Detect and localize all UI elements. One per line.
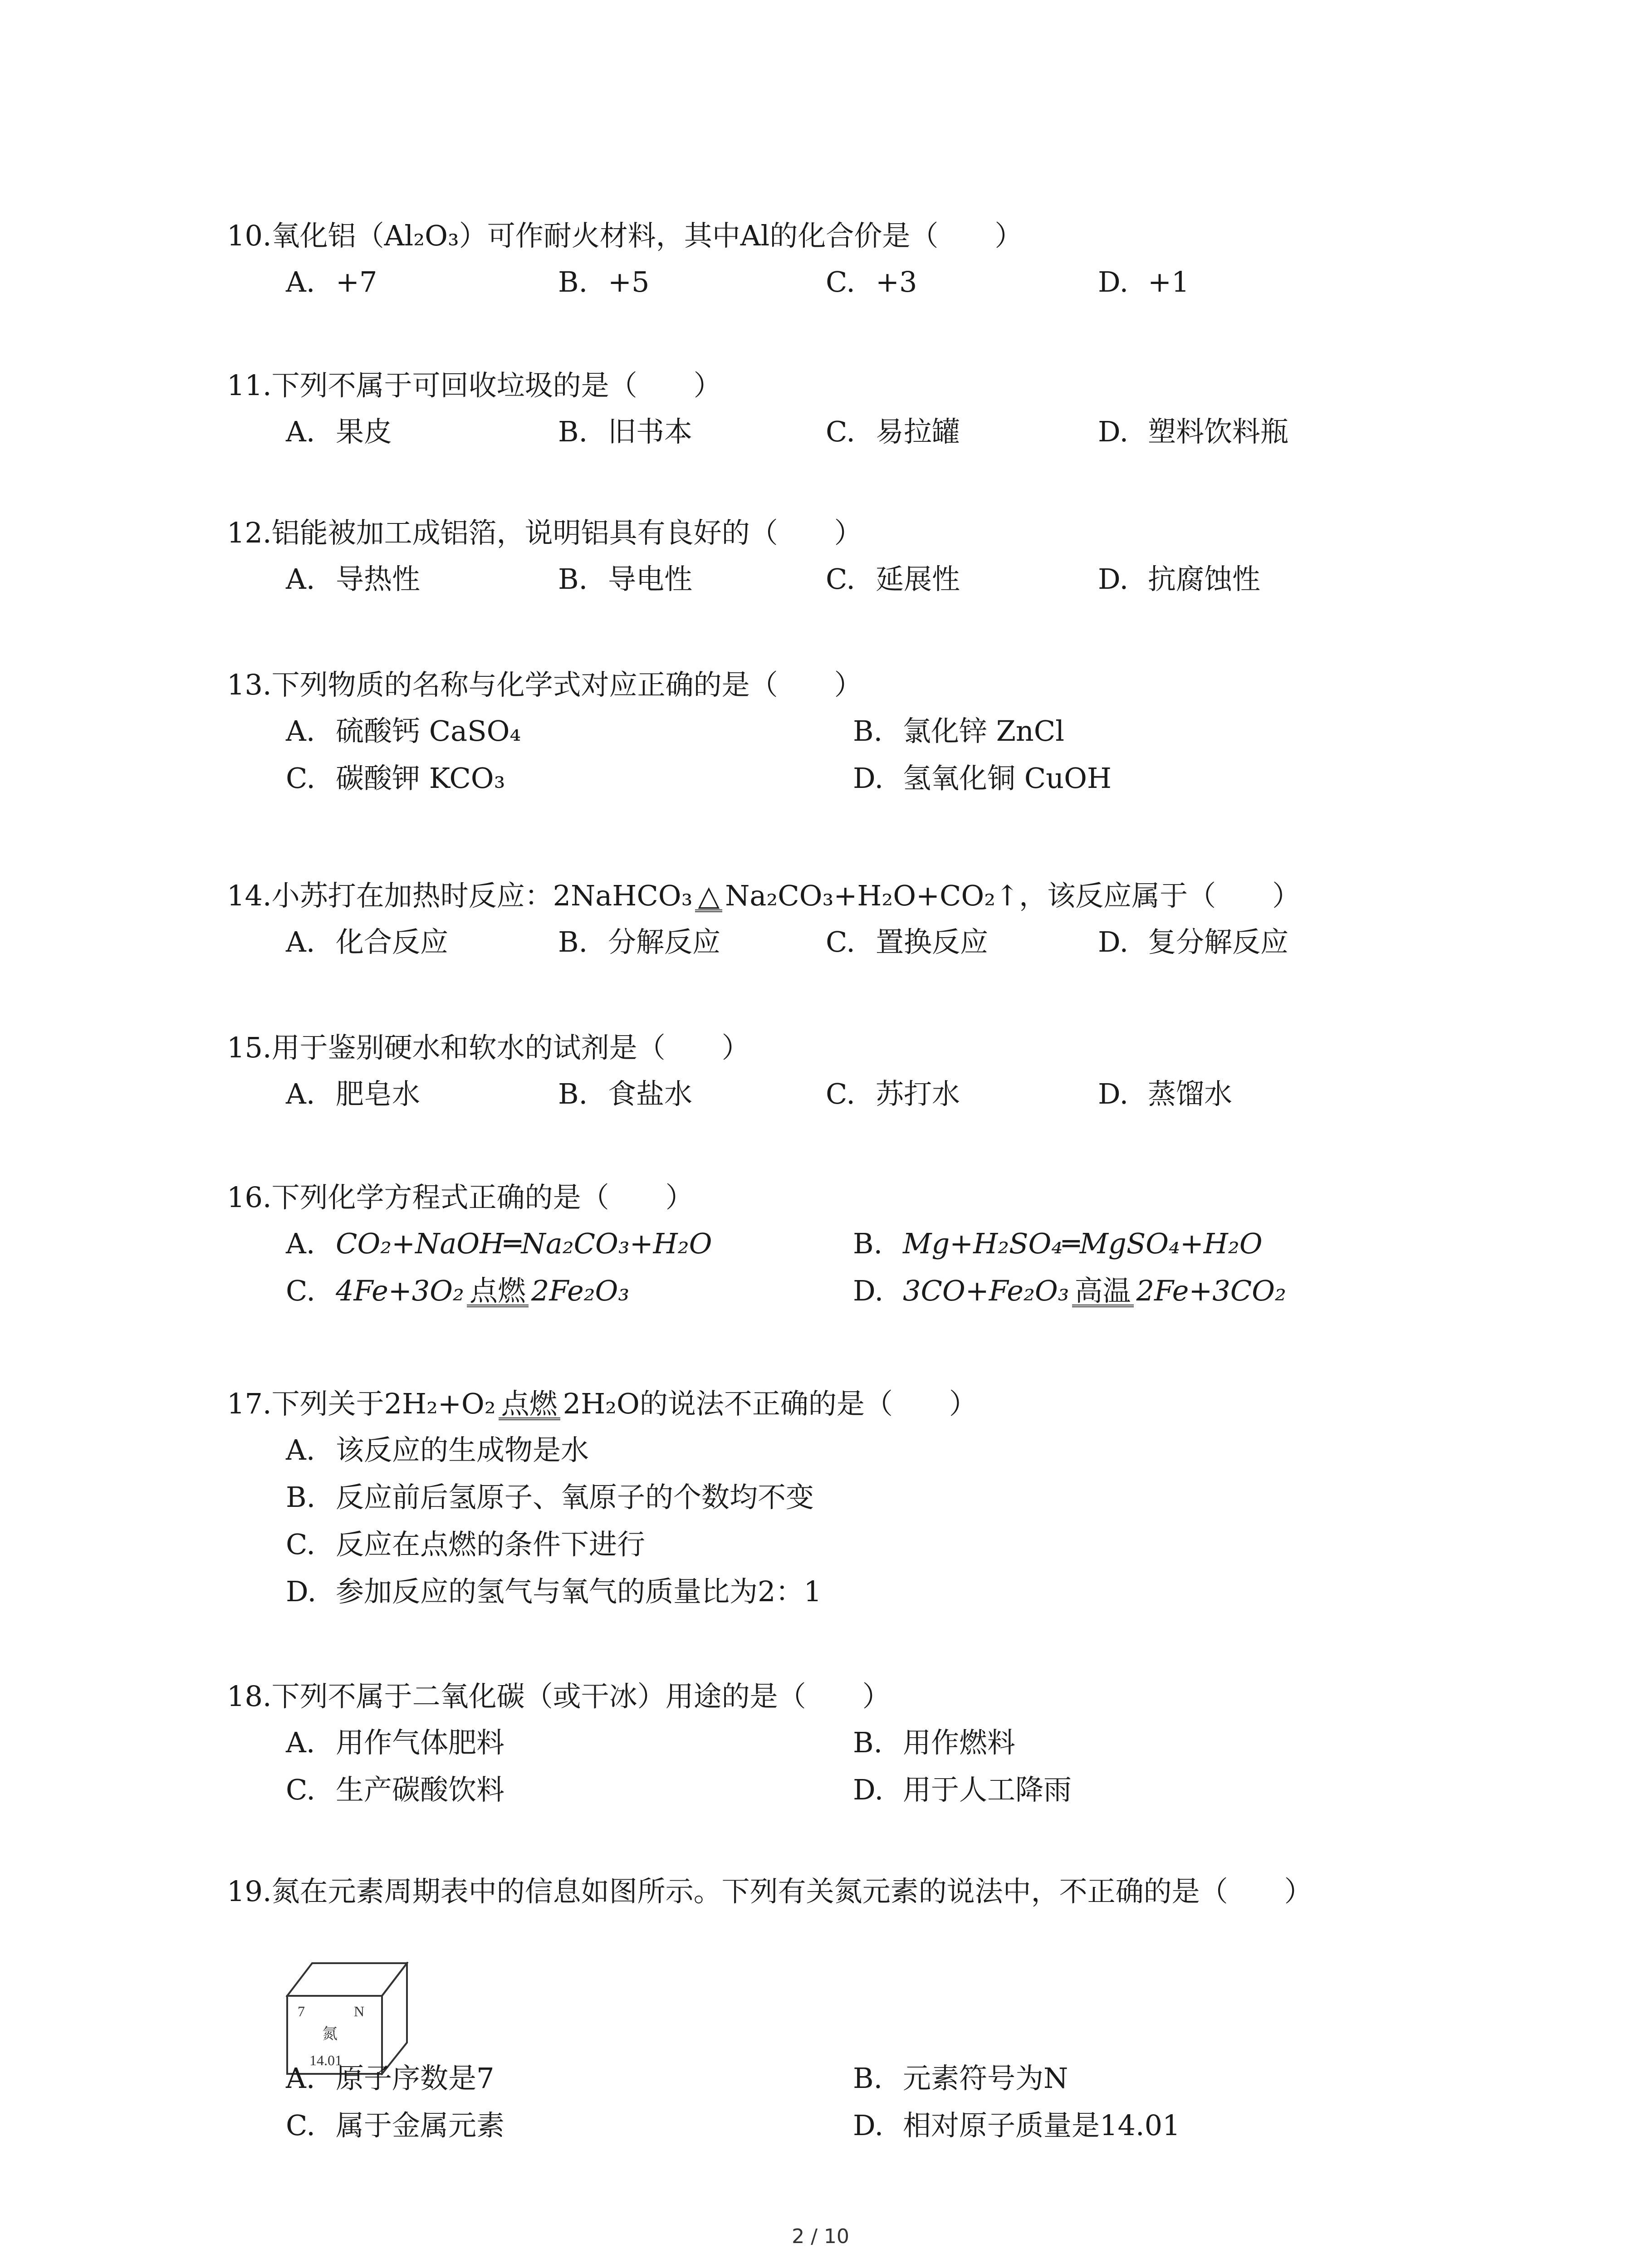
atomic-number: 7 (298, 2003, 305, 2019)
option-d[interactable]: D. +1 (1098, 265, 1190, 298)
options-row (227, 408, 1452, 455)
question-10 (227, 213, 1452, 306)
option-b[interactable]: B. 元素符号为N (853, 2062, 1068, 2095)
question-number: 19. (227, 1875, 272, 1908)
option-d[interactable]: D. 相对原子质量是14.01 (853, 2109, 1181, 2142)
atomic-mass: 14.01 (309, 2052, 342, 2068)
question-stem: 下列不属于二氧化碳（或干冰）用途的是（ ） (271, 1680, 891, 1713)
page-number: 2 / 10 (792, 2225, 849, 2248)
question-number: 13. (227, 668, 272, 701)
option-d[interactable]: D. 参加反应的氢气与氧气的质量比为2：1 (286, 1575, 822, 1608)
option-d[interactable]: D. 塑料饮料瓶 (1098, 415, 1289, 448)
options-row (227, 2102, 1452, 2149)
reaction-condition: △ (695, 882, 722, 912)
option-a[interactable]: A. 用作气体肥料 (286, 1726, 505, 1759)
option-c[interactable]: C. +3 (826, 265, 917, 298)
question-number: 15. (227, 1031, 272, 1064)
option-a[interactable]: A. CO₂+NaOH═Na₂CO₃+H₂O (286, 1227, 712, 1260)
option-d[interactable]: D. 抗腐蚀性 (1098, 562, 1261, 596)
options-row (227, 1766, 1452, 1813)
question-15 (227, 1025, 1452, 1118)
option-c[interactable]: C. 属于金属元素 (286, 2109, 505, 2142)
question-13 (227, 662, 1452, 802)
option-b[interactable]: B. Mg+H₂SO₄═MgSO₄+H₂O (853, 1227, 1263, 1260)
question-stem: 下列关于2H₂+O₂ 点燃 2H₂O的说法不正确的是（ ） (271, 1387, 977, 1420)
option-a[interactable]: A. 该反应的生成物是水 (286, 1433, 589, 1466)
question-16 (227, 1175, 1452, 1315)
question-stem: 下列化学方程式正确的是（ ） (271, 1181, 694, 1214)
option-d[interactable]: D. 蒸馏水 (1098, 1077, 1233, 1110)
option-d[interactable]: D. 3CO+Fe₂O₃ 高温 2Fe+3CO₂ (853, 1274, 1286, 1307)
question-stem: 氧化铝（Al₂O₃）可作耐火材料，其中Al的化合价是（ ） (271, 219, 1023, 252)
question-number: 16. (227, 1181, 272, 1214)
question-number: 18. (227, 1680, 272, 1713)
option-b[interactable]: B. 分解反应 (558, 925, 721, 958)
option-b[interactable]: B. 食盐水 (558, 1077, 693, 1110)
question-number: 11. (227, 369, 272, 402)
question-12 (227, 510, 1452, 603)
element-symbol: N (354, 2003, 365, 2019)
options-row (227, 708, 1452, 755)
reaction-condition: 高温 (1072, 1277, 1134, 1307)
question-stem: 铝能被加工成铝箔，说明铝具有良好的（ ） (271, 516, 862, 549)
option-a[interactable]: A. 化合反应 (286, 925, 449, 958)
question-stem: 下列物质的名称与化学式对应正确的是（ ） (271, 668, 862, 701)
options-row (227, 1220, 1452, 1267)
options-row (227, 919, 1452, 966)
option-a[interactable]: A. 导热性 (286, 562, 421, 596)
question-18 (227, 1674, 1452, 1813)
question-17 (227, 1381, 1452, 1615)
question-number: 17. (227, 1387, 272, 1420)
option-c[interactable]: C. 置换反应 (826, 925, 989, 958)
question-stem: 小苏打在加热时反应：2NaHCO₃ △ Na₂CO₃+H₂O+CO₂↑，该反应属于（ ） (271, 879, 1301, 912)
option-c[interactable]: C. 碳酸钾 KCO₃ (286, 762, 505, 795)
question-number: 10. (227, 219, 272, 252)
option-c[interactable]: C. 易拉罐 (826, 415, 960, 448)
options-row (227, 1719, 1452, 1766)
question-stem: 氮在元素周期表中的信息如图所示。下列有关氮元素的说法中，不正确的是（ ） (271, 1875, 1313, 1908)
options-row (227, 755, 1452, 802)
option-a[interactable]: A. +7 (286, 265, 377, 298)
reaction-condition: 点燃 (467, 1277, 529, 1307)
option-b[interactable]: B. 用作燃料 (853, 1726, 1016, 1759)
option-c[interactable]: C. 4Fe+3O₂ 点燃 2Fe₂O₃ (286, 1274, 630, 1307)
element-name: 氮 (322, 2025, 338, 2043)
question-stem: 用于鉴别硬水和软水的试剂是（ ） (271, 1031, 750, 1064)
options-row (227, 2055, 1452, 2102)
option-c[interactable]: C. 生产碳酸饮料 (286, 1773, 505, 1806)
question-11 (227, 363, 1452, 455)
options-row (227, 1070, 1452, 1118)
option-a[interactable]: A. 原子序数是7 (286, 2062, 495, 2095)
option-b[interactable]: B. 导电性 (558, 562, 693, 596)
question-number: 14. (227, 879, 272, 912)
option-d[interactable]: D. 氢氧化铜 CuOH (853, 762, 1112, 795)
option-d[interactable]: D. 用于人工降雨 (853, 1773, 1072, 1806)
option-d[interactable]: D. 复分解反应 (1098, 925, 1289, 958)
option-b[interactable]: B. 氯化锌 ZnCl (853, 714, 1064, 748)
reaction-condition: 点燃 (499, 1390, 560, 1420)
question-19 (227, 1869, 1452, 2149)
option-a[interactable]: A. 肥皂水 (286, 1077, 421, 1110)
option-c[interactable]: C. 反应在点燃的条件下进行 (286, 1528, 646, 1561)
question-number: 12. (227, 516, 272, 549)
option-a[interactable]: A. 果皮 (286, 415, 392, 448)
option-b[interactable]: B. 旧书本 (558, 415, 693, 448)
options-row (227, 1267, 1452, 1315)
option-b[interactable]: B. 反应前后氢原子、氧原子的个数均不变 (286, 1481, 814, 1514)
option-a[interactable]: A. 硫酸钙 CaSO₄ (286, 714, 521, 748)
question-14 (227, 873, 1452, 966)
options-row (227, 259, 1452, 306)
option-b[interactable]: B. +5 (558, 265, 650, 298)
options-row (227, 556, 1452, 603)
option-c[interactable]: C. 延展性 (826, 562, 960, 596)
question-stem: 下列不属于可回收垃圾的是（ ） (271, 369, 722, 402)
option-c[interactable]: C. 苏打水 (826, 1077, 960, 1110)
